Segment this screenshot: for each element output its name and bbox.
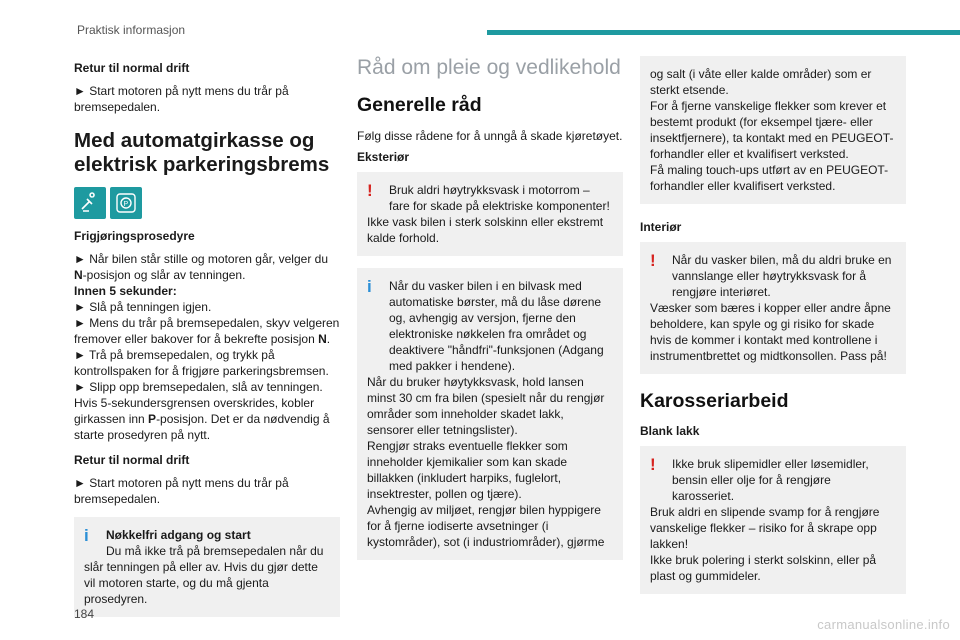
release-step-2: ► Slå på tenningen igjen. [74,300,212,314]
watermark: carmanualsonline.info [817,617,950,632]
header-accent-bar [487,30,960,35]
warning-box-interior [640,242,906,374]
release-step-1-text-end: -posisjon og slår av tenningen. [82,268,246,282]
warning-icon: ! [650,455,656,474]
within-5-seconds-label: Innen 5 sekunder: [74,284,177,298]
timeout-text: Hvis 5-sekundersgrensen overskrides, kobler girkassen inn [74,396,315,426]
column-3 [640,56,906,606]
icon-row [74,187,340,219]
section-header: Praktisk informasjon [77,23,186,37]
chapter-title: Råd om pleie og vedlikehold [357,56,621,79]
heading-return-normal-1: Retur til normal drift [74,61,190,75]
heading-interior: Interiør [640,220,682,234]
heading-gloss-paint: Blank lakk [640,424,700,438]
release-step-3 [74,315,340,347]
warning-icon: ! [650,251,656,270]
paragraph-return-2: ► Start motoren på nytt mens du trår på bremsepedalen. [74,476,289,506]
info-box-title: Nøkkelfri adgang og start [106,528,251,542]
warning-box-exterior [357,172,623,256]
svg-text:P: P [123,201,129,208]
heading-bodywork: Karosseriarbeid [640,390,789,412]
parking-brake-icon [110,187,142,219]
release-step-3-end: . [326,332,331,346]
release-step-1-text: ► Når bilen står stille og motoren går, velger du [74,252,328,266]
info-box-keyless [74,517,340,617]
warning-exterior-b: Ikke vask bilen i sterk solskinn eller ekstremt kalde forhold. [367,215,604,245]
warning-body-b: Bruk aldri en slipende svamp for å rengjøre vanskelige flekker – risiko for å skrape opp lakken! [650,505,880,551]
info-box-car-wash [357,268,623,560]
warning-exterior-a: Bruk aldri høytrykksvask i motorrom – fare for skade på elektriske komponenter! [389,183,610,213]
gear-lever-icon [74,187,106,219]
release-step-1 [74,251,340,283]
release-timeout-note [74,395,340,443]
release-step-3-text: ► Mens du trår på bremsepedalen, skyv velgeren fremover eller bakover for å bekrefte posisjon [74,316,340,346]
column-2 [357,56,623,572]
warning-box-bodywork [640,446,906,594]
info-wash-d: Avhengig av miljøet, rengjør bilen hyppigere for å fjerne iodiserte avsetninger (i kystområder), sot (i industriområder), gjørme [367,503,605,549]
warning-interior-a: Når du vasker bilen, må du aldri bruke en vannslange eller høytrykksvask for å rengjøre interiøret. [672,253,892,299]
info-wash-c: Rengjør straks eventuelle flekker som inneholder kjemikalier som kan skade billakken (inkludert harpiks, fuglelort, insektrester, pollen og tjære). [367,439,568,501]
cont-b: For å fjerne vanskelige flekker som krever et bestemt produkt (for eksempel tjære- eller insektfjernere), ta kontakt med en PEUGEOT-forhandler eller et kvalifisert verksted. [650,99,894,161]
paragraph-general: Følg disse rådene for å unngå å skade kjøretøyet. [357,129,623,143]
info-icon: i [84,526,89,545]
info-box-text [84,543,330,607]
info-icon: i [367,277,372,296]
release-step-4: ► Trå på bremsepedalen, og trykk på kontrollspaken for å frigjøre parkeringsbremsen. [74,348,329,378]
heading-return-normal-2: Retur til normal drift [74,453,190,467]
position-n: N [74,268,83,282]
info-box-continued [640,56,906,204]
timeout-text-end: -posisjon. Det er da nødvendig å starte prosedyren på nytt. [74,412,330,442]
heading-exterior: Eksteriør [357,150,410,164]
warning-body-c: Ikke bruk polering i sterkt solskinn, eller på plast og gummideler. [650,553,877,583]
cont-a: og salt (i våte eller kalde områder) som er sterkt etsende. [650,67,872,97]
position-p: P [148,412,157,426]
column-1 [74,56,340,629]
info-box-body: Du må ikke trå på bremsepedalen når du slår tenningen på eller av. Hvis du gjør dette vil motoren starte, og du må gjenta prosedyren. [84,544,324,606]
within-5-seconds [74,283,340,299]
release-step-5: ► Slipp opp bremsepedalen, slå av tenningen. [74,380,323,394]
info-wash-b: Når du bruker høytykksvask, hold lansen minst 30 cm fra bilen (spesielt når du rengjør områder som inneholder skadet lakk, sensorer eller tetningslister). [367,375,605,437]
cont-c: Få maling touch-ups utført av en PEUGEOT-forhandler eller kvalifisert verksted. [650,163,889,193]
warning-interior-b: Væsker som bæres i kopper eller andre åpne beholdere, kan spyle og gi risiko for skade hvis de kommer i kontakt med kontrollene i instrumentbrettet og midtkonsollen. Pass på! [650,301,891,363]
heading-general-advice: Generelle råd [357,94,482,116]
paragraph-return-1: ► Start motoren på nytt mens du trår på bremsepedalen. [74,84,289,114]
info-wash-a: Når du vasker bilen i en bilvask med automatiske børster, må du låse dørene og, avhengig av versjon, fjerne den elektroniske nøkkelen fra området og deaktivere "håndfri"-funksjonen (Adgang med pakker i hendene). [389,279,604,373]
position-n-2: N [318,332,327,346]
page-number: 184 [74,607,95,621]
warning-icon: ! [367,181,373,200]
section-title-auto-gearbox: Med automatgirkasse og elektrisk parkeringsbrems [74,129,330,176]
heading-release-procedure: Frigjøringsprosedyre [74,229,195,243]
warning-body-a: Ikke bruk slipemidler eller løsemidler, bensin eller olje for å rengjøre karosseriet. [672,457,869,503]
